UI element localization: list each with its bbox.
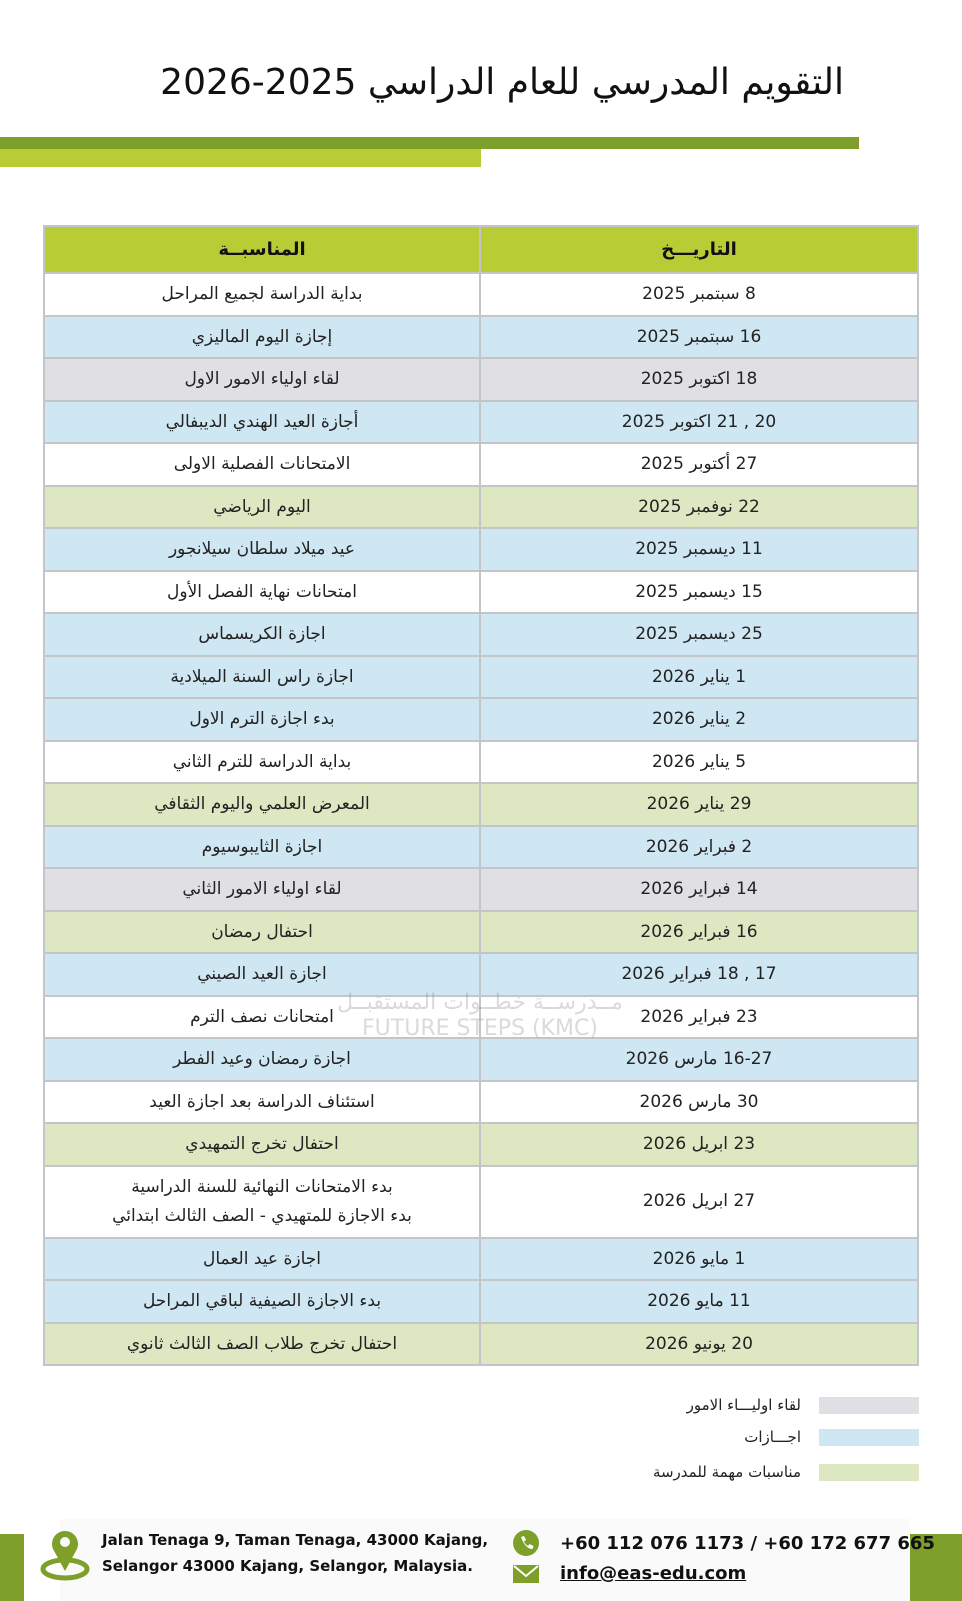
- event-cell: اجازة راس السنة الميلادية: [44, 656, 480, 699]
- footer-accent-left: [0, 1534, 24, 1601]
- table-row: [44, 911, 918, 954]
- legend-swatch: [819, 1429, 919, 1446]
- date-cell: 2 يناير 2026: [480, 698, 918, 741]
- date-cell: 16 سبتمبر 2025: [480, 316, 918, 359]
- date-cell: 23 ابريل 2026: [480, 1123, 918, 1166]
- date-cell: 5 يناير 2026: [480, 741, 918, 784]
- event-line: بدء الاجازة للمتهيدي - الصف الثالث ابتدائي: [112, 1205, 412, 1226]
- title-underline-dark: [0, 137, 859, 149]
- event-cell: احتفال تخرج التمهيدي: [44, 1123, 480, 1166]
- event-cell: اجازة الكريسماس: [44, 613, 480, 656]
- date-cell: 14 فبراير 2026: [480, 868, 918, 911]
- address: [102, 1527, 488, 1579]
- event-cell: اجازة الثايبوسيوم: [44, 826, 480, 869]
- table-row: [44, 1166, 918, 1238]
- legend-item-events: [653, 1463, 919, 1481]
- address-line-2: Selangor 43000 Kajang, Selangor, Malaysia.: [102, 1557, 473, 1575]
- event-cell: أجازة العيد الهندي الديبفالي: [44, 401, 480, 444]
- event-cell: لقاء اولياء الامور الاول: [44, 358, 480, 401]
- date-cell: 23 فبراير 2026: [480, 996, 918, 1039]
- event-cell: امتحانات نهاية الفصل الأول: [44, 571, 480, 614]
- date-cell: 1 مايو 2026: [480, 1238, 918, 1281]
- event-cell: اليوم الرياضي: [44, 486, 480, 529]
- table-row: [44, 1238, 918, 1281]
- date-cell: 11 مايو 2026: [480, 1280, 918, 1323]
- phone-icon: [513, 1530, 539, 1556]
- table-row: [44, 273, 918, 316]
- legend-item-parents: [687, 1396, 919, 1414]
- event-cell: بدء اجازة الترم الاول: [44, 698, 480, 741]
- page-title: التقويم المدرسي للعام الدراسي 2025-2026: [160, 62, 844, 103]
- event-cell: بداية الدراسة لجميع المراحل: [44, 273, 480, 316]
- table-row: [44, 1081, 918, 1124]
- date-cell: 15 ديسمبر 2025: [480, 571, 918, 614]
- event-cell: احتفال تخرج طلاب الصف الثالث ثانوي: [44, 1323, 480, 1366]
- table-row: [44, 1280, 918, 1323]
- address-line-1: Jalan Tenaga 9, Taman Tenaga, 43000 Kajang,: [102, 1531, 489, 1549]
- table-row: [44, 401, 918, 444]
- date-cell: 20 , 21 اكتوبر 2025: [480, 401, 918, 444]
- email-link[interactable]: info@eas-edu.com: [560, 1563, 747, 1584]
- table-row: [44, 741, 918, 784]
- event-cell: اجازة عيد العمال: [44, 1238, 480, 1281]
- date-cell: 25 ديسمبر 2025: [480, 613, 918, 656]
- date-cell: 1 يناير 2026: [480, 656, 918, 699]
- table-row: [44, 1323, 918, 1366]
- table-row: [44, 1123, 918, 1166]
- event-cell: عيد ميلاد سلطان سيلانجور: [44, 528, 480, 571]
- table-row: [44, 571, 918, 614]
- date-cell: 20 يونيو 2026: [480, 1323, 918, 1366]
- legend-label: مناسبات مهمة للمدرسة: [652, 1463, 801, 1481]
- date-cell: 27 ابريل 2026: [480, 1166, 918, 1238]
- watermark-arabic: مــدرســة خطــوات المستقبــل: [337, 990, 623, 1015]
- event-cell: [44, 1166, 480, 1238]
- table-row: [44, 528, 918, 571]
- legend-item-holidays: [744, 1428, 919, 1446]
- event-cell: اجازة العيد الصيني: [44, 953, 480, 996]
- table-row: [44, 316, 918, 359]
- table-row: [44, 1038, 918, 1081]
- event-cell: إجازة اليوم الماليزي: [44, 316, 480, 359]
- header-event: المناسبــة: [44, 226, 480, 273]
- title-underline-lime: [0, 149, 481, 167]
- phone-numbers: +60 112 076 1173 / +60 172 677 665: [560, 1533, 935, 1554]
- legend-swatch: [819, 1397, 919, 1414]
- event-cell: احتفال رمضان: [44, 911, 480, 954]
- watermark-english: FUTURE STEPS (KMC): [362, 1016, 598, 1041]
- table-row: [44, 996, 918, 1039]
- calendar-table: [43, 225, 919, 1366]
- event-cell: بدء الاجازة الصيفية لباقي المراحل: [44, 1280, 480, 1323]
- table-row: [44, 953, 918, 996]
- event-line: بدء الامتحانات النهائية للسنة الدراسية: [131, 1176, 393, 1197]
- date-cell: 16-27 مارس 2026: [480, 1038, 918, 1081]
- table-row: [44, 613, 918, 656]
- date-cell: 2 فبراير 2026: [480, 826, 918, 869]
- legend-label: اجـــازات: [744, 1428, 801, 1446]
- date-cell: 30 مارس 2026: [480, 1081, 918, 1124]
- table-row: [44, 656, 918, 699]
- event-cell: امتحانات نصف الترم: [44, 996, 480, 1039]
- email-icon: [513, 1565, 539, 1583]
- date-cell: 17 , 18 فبراير 2026: [480, 953, 918, 996]
- header-date: التاريـــخ: [480, 226, 918, 273]
- table-row: [44, 783, 918, 826]
- date-cell: 27 أكتوبر 2025: [480, 443, 918, 486]
- table-row: [44, 486, 918, 529]
- date-cell: 11 ديسمبر 2025: [480, 528, 918, 571]
- event-cell: المعرض العلمي واليوم الثقافي: [44, 783, 480, 826]
- date-cell: 16 فبراير 2026: [480, 911, 918, 954]
- date-cell: 29 يناير 2026: [480, 783, 918, 826]
- event-cell: بداية الدراسة للترم الثاني: [44, 741, 480, 784]
- location-pin-icon: [38, 1527, 92, 1581]
- date-cell: 18 اكتوبر 2025: [480, 358, 918, 401]
- event-cell: الامتحانات الفصلية الاولى: [44, 443, 480, 486]
- event-cell: لقاء اولياء الامور الثاني: [44, 868, 480, 911]
- date-cell: 22 نوفمبر 2025: [480, 486, 918, 529]
- table-row: [44, 698, 918, 741]
- table-row: [44, 826, 918, 869]
- date-cell: 8 سبتمبر 2025: [480, 273, 918, 316]
- event-cell: اجازة رمضان وعيد الفطر: [44, 1038, 480, 1081]
- event-cell: استئناف الدراسة بعد اجازة العيد: [44, 1081, 480, 1124]
- table-row: [44, 443, 918, 486]
- table-row: [44, 358, 918, 401]
- table-row: [44, 868, 918, 911]
- legend-swatch: [819, 1464, 919, 1481]
- legend-label: لقاء اوليـــاء الامور: [686, 1396, 801, 1414]
